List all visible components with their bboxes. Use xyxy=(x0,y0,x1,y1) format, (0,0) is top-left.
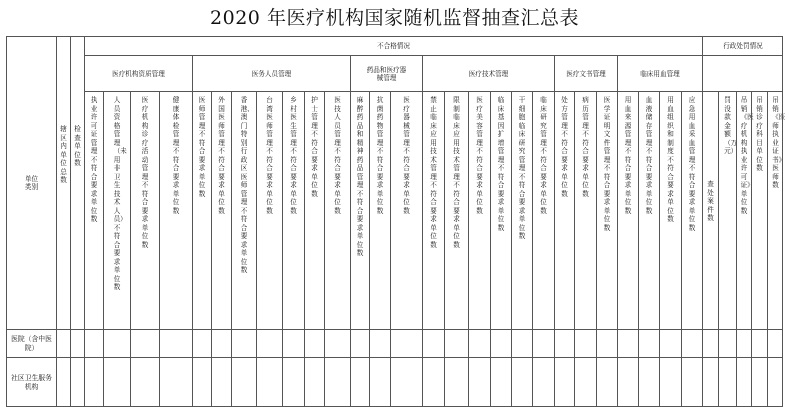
admin-penalty-header: 行政处罚情况 xyxy=(702,36,783,55)
group-header-blood: 临床用血管理 xyxy=(617,55,702,91)
data-cell xyxy=(574,329,596,357)
data-cell xyxy=(490,357,511,407)
data-cell xyxy=(84,329,103,357)
column-header-15: 禁止临床应用技术管理不符合要求单位数 xyxy=(422,91,444,329)
penalty-column-header-2: 罚没款金额（万元） xyxy=(718,91,736,329)
data-cell xyxy=(702,357,718,407)
data-cell xyxy=(390,329,422,357)
summary-table xyxy=(6,36,786,407)
data-cell xyxy=(56,329,70,357)
group-header-staff: 医务人员管理 xyxy=(192,55,350,91)
column-header-18: 临床基因扩增管理不符合要求单位数 xyxy=(490,91,511,329)
column-header-27: 应急用血采血管理不符合要求单位数 xyxy=(681,91,702,329)
data-cell xyxy=(130,329,159,357)
column-header-23: 医学证明文件管理不符合要求单位数 xyxy=(596,91,617,329)
data-cell xyxy=(444,329,468,357)
column-header-3: 医疗机构诊疗活动管理不符合要求单位数 xyxy=(130,91,159,329)
column-header-16: 限制临床应用技术管理不符合要求单位数 xyxy=(444,91,468,329)
column-header-11: 医技人员管理不符合要求单位数 xyxy=(324,91,350,329)
column-header-25: 血液储存管理不符合要求单位数 xyxy=(638,91,659,329)
column-header-2: 人员资格管理（未用非卫生技术人员）不符合要求单位数 xyxy=(103,91,130,329)
data-cell xyxy=(159,357,192,407)
data-cell xyxy=(574,357,596,407)
column-header-5: 医师管理不符合要求单位数 xyxy=(192,91,211,329)
row-label-community: 社区卫生服务机构 xyxy=(6,357,56,407)
data-cell xyxy=(638,357,659,407)
data-cell xyxy=(231,357,256,407)
penalty-column-header-4: 吊销诊疗科目单位数 xyxy=(751,91,767,329)
unit-category-header: 单位类别 xyxy=(6,36,56,329)
data-cell xyxy=(767,329,783,357)
column-header-26: 用血组织和制度不符合要求单位数 xyxy=(659,91,681,329)
data-cell xyxy=(369,329,390,357)
column-header-19: 干细胞临床研究管理不符合要求单位数 xyxy=(511,91,532,329)
penalty-column-header-5: 吊销《医师执业证书》医师数 xyxy=(767,91,783,329)
column-header-4: 健康体检管理不符合要求单位数 xyxy=(159,91,192,329)
data-cell xyxy=(350,329,369,357)
data-cell xyxy=(103,357,130,407)
group-header-technology: 医疗技术管理 xyxy=(422,55,554,91)
column-header-10: 护士管理不符合要求单位数 xyxy=(304,91,324,329)
data-cell xyxy=(532,357,554,407)
data-cell xyxy=(638,329,659,357)
column-header-21: 处方管理不符合要求单位数 xyxy=(554,91,574,329)
data-cell xyxy=(681,329,702,357)
column-header-14: 医疗器械管理不符合要求单位数 xyxy=(390,91,422,329)
data-cell xyxy=(192,329,211,357)
column-header-8: 台湾医师管理不符合要求单位数 xyxy=(256,91,282,329)
penalty-column-header-1: 查处案件数 xyxy=(702,91,718,329)
data-cell xyxy=(490,329,511,357)
page-title: 2020 年医疗机构国家随机监督抽查汇总表 xyxy=(210,7,579,29)
data-cell xyxy=(422,329,444,357)
data-cell xyxy=(596,329,617,357)
data-cell xyxy=(751,357,767,407)
data-cell xyxy=(617,357,638,407)
data-cell xyxy=(468,329,490,357)
data-cell xyxy=(736,357,751,407)
data-cell xyxy=(390,357,422,407)
district-units-header: 辖区内单位总数 xyxy=(56,36,70,329)
data-cell xyxy=(350,357,369,407)
data-cell xyxy=(369,357,390,407)
data-cell xyxy=(211,329,231,357)
penalty-column-header-3: 吊销《医疗机构执业许可证》单位数 xyxy=(736,91,751,329)
data-cell xyxy=(532,329,554,357)
column-header-20: 临床研究管理不符合要求单位数 xyxy=(532,91,554,329)
group-header-records: 医疗文书管理 xyxy=(554,55,617,91)
data-cell xyxy=(282,357,304,407)
data-cell xyxy=(282,329,304,357)
data-cell xyxy=(554,357,574,407)
row-label-hospital: 医院（含中医院） xyxy=(6,329,56,357)
data-cell xyxy=(718,329,736,357)
data-cell xyxy=(192,357,211,407)
data-cell xyxy=(702,329,718,357)
data-cell xyxy=(70,357,84,407)
penalty-blank-cell xyxy=(702,55,783,91)
data-cell xyxy=(511,357,532,407)
data-cell xyxy=(84,357,103,407)
data-cell xyxy=(736,329,751,357)
column-header-7: 香港、澳门特别行政区医师管理不符合要求单位数 xyxy=(231,91,256,329)
column-header-13: 抗菌药物管理不符合要求单位数 xyxy=(369,91,390,329)
column-header-12: 麻醉药品和精神药品管理不符合要求单位数 xyxy=(350,91,369,329)
data-cell xyxy=(159,329,192,357)
column-header-6: 外国医师管理不符合要求单位数 xyxy=(211,91,231,329)
data-cell xyxy=(751,329,767,357)
data-cell xyxy=(256,329,282,357)
data-cell xyxy=(511,329,532,357)
group-header-drugs: 药品和医疗器械管理 xyxy=(350,55,422,91)
data-cell xyxy=(324,329,350,357)
column-header-17: 医疗美容管理不符合要求单位数 xyxy=(468,91,490,329)
data-cell xyxy=(304,329,324,357)
data-cell xyxy=(596,357,617,407)
data-cell xyxy=(103,329,130,357)
data-cell xyxy=(444,357,468,407)
column-header-9: 乡村医生管理不符合要求单位数 xyxy=(282,91,304,329)
data-cell xyxy=(718,357,736,407)
data-cell xyxy=(681,357,702,407)
data-cell xyxy=(231,329,256,357)
nonconformity-header: 不合格情况 xyxy=(84,36,702,55)
column-header-1: 执业许可证管理不符合要求单位数 xyxy=(84,91,103,329)
data-cell xyxy=(324,357,350,407)
data-cell xyxy=(617,329,638,357)
column-header-24: 用血来源管理不符合要求单位数 xyxy=(617,91,638,329)
data-cell xyxy=(304,357,324,407)
column-header-22: 病历管理不符合要求单位数 xyxy=(574,91,596,329)
data-cell xyxy=(56,357,70,407)
data-cell xyxy=(468,357,490,407)
data-cell xyxy=(659,357,681,407)
data-cell xyxy=(422,357,444,407)
data-cell xyxy=(211,357,231,407)
group-header-qualification: 医疗机构资质管理 xyxy=(84,55,192,91)
data-cell xyxy=(554,329,574,357)
data-cell xyxy=(659,329,681,357)
data-cell xyxy=(130,357,159,407)
inspected-units-header: 检查单位数 xyxy=(70,36,84,329)
data-cell xyxy=(767,357,783,407)
data-cell xyxy=(70,329,84,357)
data-cell xyxy=(256,357,282,407)
